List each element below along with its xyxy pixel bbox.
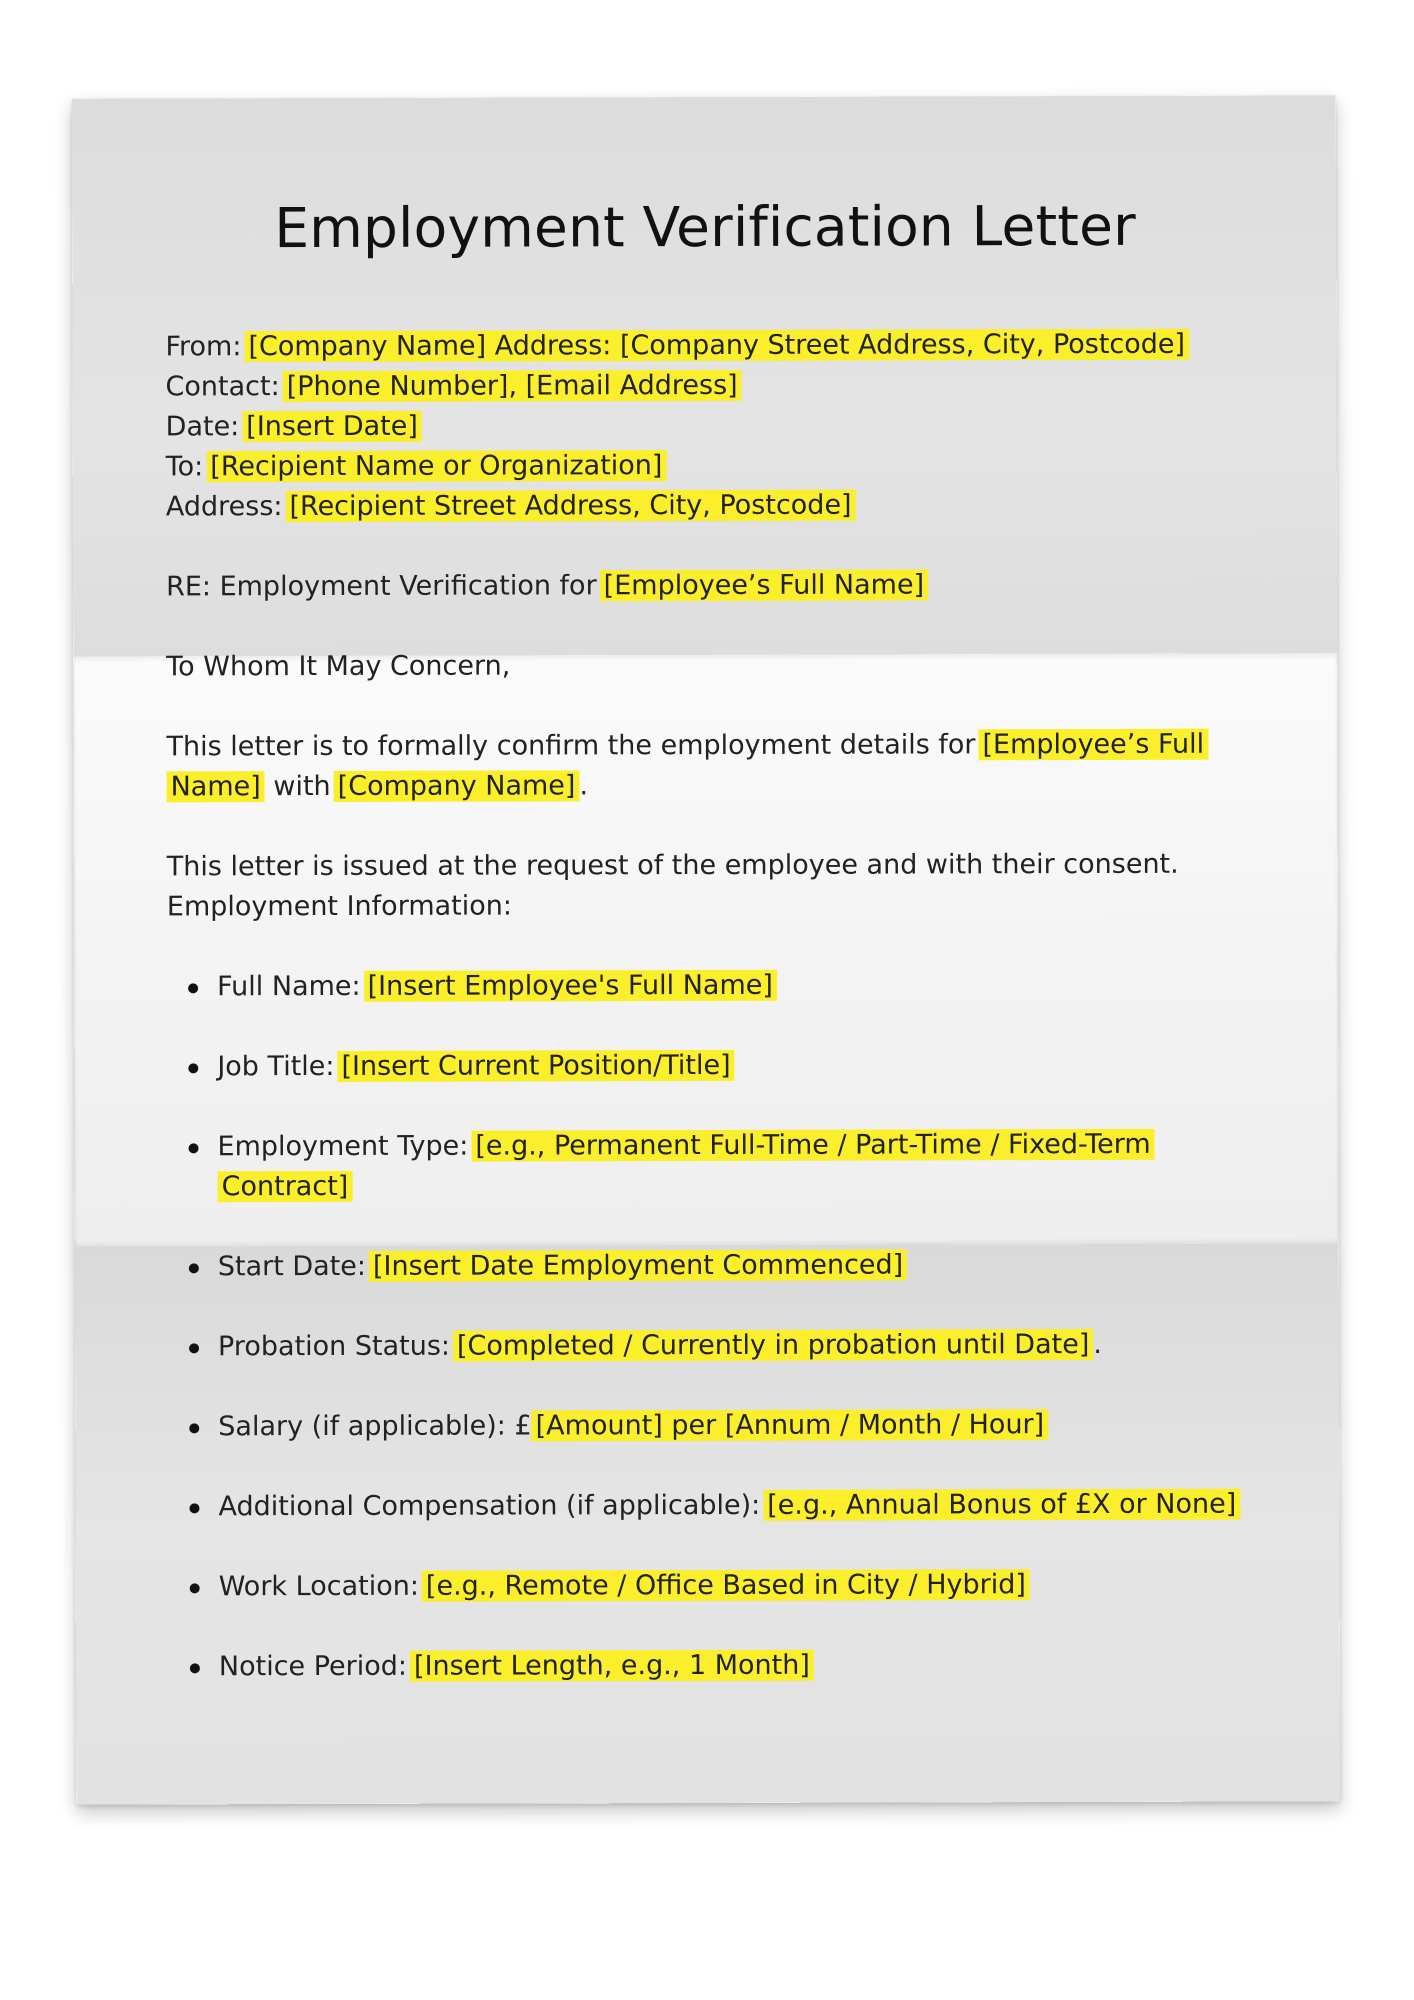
to-line <box>166 446 667 487</box>
list-item-salary <box>218 1405 1048 1447</box>
re-line <box>166 565 928 607</box>
item-label: Employment Type: <box>217 1130 469 1163</box>
item-label: Full Name: <box>217 970 361 1003</box>
item-value: [Insert Current Position/Title] <box>337 1050 734 1082</box>
list-item-employment-type <box>217 1125 1154 1167</box>
from-label: From: <box>165 331 242 363</box>
item-label: Salary (if applicable): £ <box>218 1410 532 1443</box>
item-value: [Insert Employee's Full Name] <box>364 970 777 1002</box>
para1-company: [Company Name] <box>334 770 580 802</box>
list-item-work-location <box>219 1565 1030 1607</box>
list-item-full-name <box>217 966 777 1007</box>
bullet-dot <box>188 983 198 993</box>
item-label: Job Title: <box>217 1050 335 1083</box>
bullet-dot <box>189 1263 199 1273</box>
address-value: [Recipient Street Address, City, Postcode] <box>285 490 855 522</box>
para1-end: . <box>579 770 589 802</box>
item-value: [Amount] per [Annum / Month / Hour] <box>532 1409 1049 1441</box>
contact-line <box>165 366 741 408</box>
para1-employee-name-b: Name] <box>167 771 265 802</box>
bullet-dot <box>190 1663 200 1673</box>
from-line <box>165 325 1189 368</box>
para1-text: This letter is to formally confirm the employment details for <box>166 729 976 763</box>
letter-paper <box>72 95 1340 1804</box>
date-label: Date: <box>165 411 240 443</box>
item-value: [e.g., Remote / Office Based in City / Hybrid] <box>422 1569 1030 1602</box>
letter-title: Employment Verification Letter <box>274 193 1137 261</box>
to-value: [Recipient Name or Organization] <box>206 450 666 482</box>
para1-with: with <box>273 770 331 803</box>
list-item-additional-compensation <box>218 1485 1240 1528</box>
address-line <box>166 486 856 528</box>
item-value-cont: Contract] <box>218 1171 353 1202</box>
para2-line2: Employment Information: <box>166 890 513 923</box>
from-value: [Company Name] Address: [Company Street Address, City, Postcode] <box>244 329 1189 362</box>
re-value: [Employee’s Full Name] <box>600 569 929 601</box>
item-value: [Insert Date Employment Commenced] <box>369 1249 907 1281</box>
contact-value: [Phone Number], [Email Address] <box>283 370 742 402</box>
item-label: Probation Status: <box>217 1330 451 1363</box>
item-value: [Completed / Currently in probation until Date] <box>453 1329 1093 1362</box>
item-label: Work Location: <box>218 1570 419 1603</box>
item-label: Notice Period: <box>218 1650 408 1683</box>
item-label: Start Date: <box>217 1250 367 1283</box>
address-label: Address: <box>165 491 283 523</box>
list-item-probation-status <box>218 1325 1102 1367</box>
bullet-dot <box>190 1583 200 1593</box>
para1-employee-name-a: [Employee’s Full <box>978 729 1208 761</box>
item-value: [e.g., Permanent Full-Time / Part-Time / Fixed-Term <box>471 1129 1154 1162</box>
date-line <box>166 407 422 448</box>
to-label: To: <box>165 451 204 483</box>
item-label: Additional Compensation (if applicable): <box>218 1489 761 1523</box>
list-item-notice-period <box>219 1646 814 1688</box>
list-item-start-date <box>218 1245 907 1287</box>
bullet-dot <box>188 1063 198 1073</box>
para1-line2 <box>167 766 589 807</box>
bullet-dot <box>189 1143 199 1153</box>
contact-label: Contact: <box>165 371 280 403</box>
bullet-dot <box>189 1423 199 1433</box>
re-label: RE: Employment Verification for <box>166 570 597 603</box>
para1-line1 <box>166 725 1208 768</box>
list-item-job-title <box>217 1046 734 1087</box>
bullet-dot <box>189 1343 199 1353</box>
list-item-employment-type-cont <box>218 1167 353 1207</box>
item-suffix: . <box>1093 1328 1102 1360</box>
bullet-dot <box>189 1503 199 1513</box>
item-value: [Insert Length, e.g., 1 Month] <box>410 1650 814 1682</box>
salutation: To Whom It May Concern, <box>166 650 511 683</box>
item-value: [e.g., Annual Bonus of £X or None] <box>763 1489 1240 1521</box>
para2-line1: This letter is issued at the request of the employee and with their consent. <box>166 848 1179 883</box>
date-value: [Insert Date] <box>242 411 422 442</box>
